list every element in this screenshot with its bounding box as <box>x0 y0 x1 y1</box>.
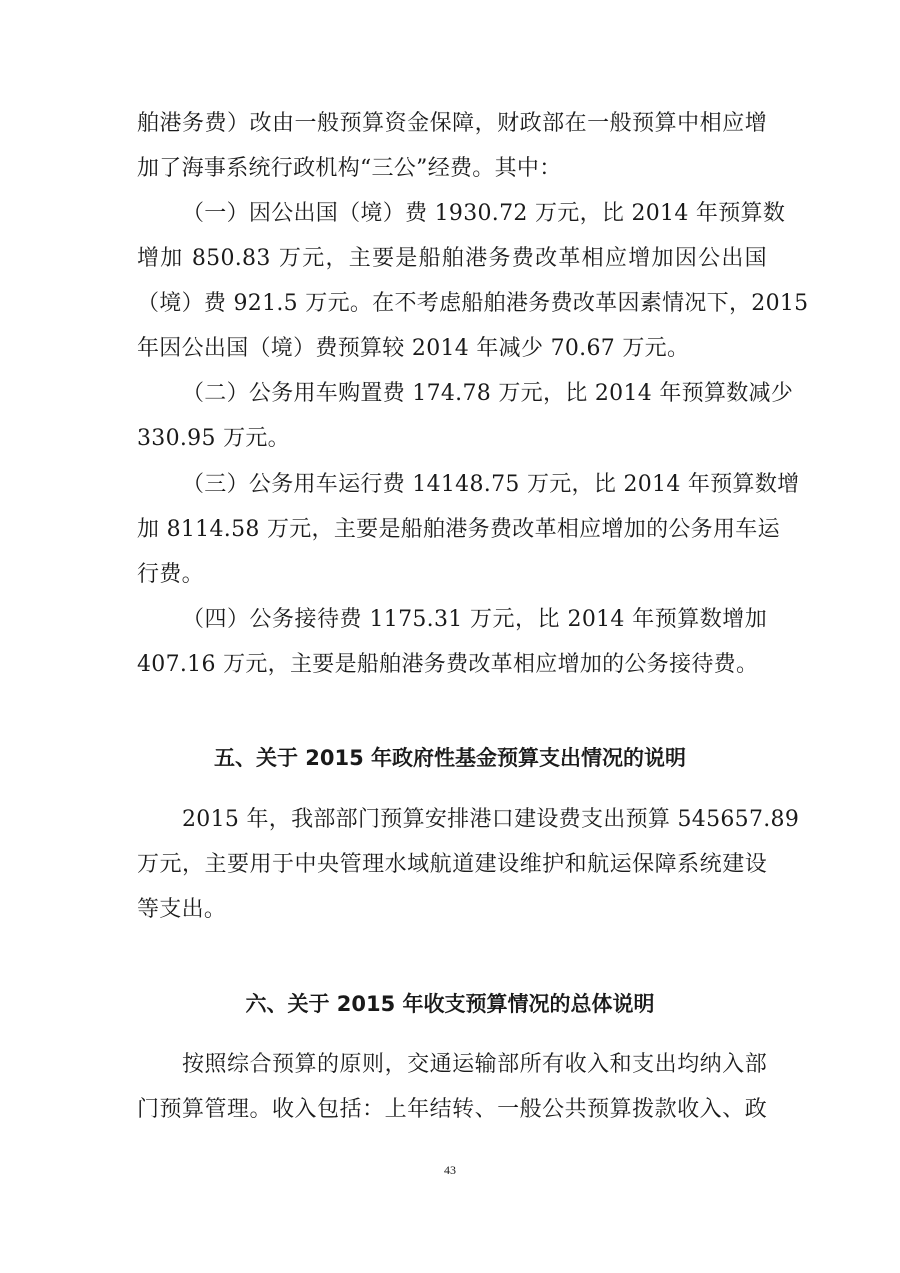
page-number: 43 <box>444 1163 456 1177</box>
section-six-line: 门预算管理。收入包括：上年结转、一般公共预算拨款收入、政 <box>137 1097 767 1122</box>
section-five-heading: 五、关于 2015 年政府性基金预算支出情况的说明 <box>213 746 687 770</box>
item-one-line: （一）因公出国（境）费 1930.72 万元，比 2014 年预算数 <box>182 201 786 226</box>
item-two-line: 330.95 万元。 <box>137 426 290 451</box>
section-five-line: 2015 年，我部部门预算安排港口建设费支出预算 545657.89 <box>182 807 800 832</box>
paragraph-line: 加了海事系统行政机构“三公”经费。其中： <box>137 156 562 181</box>
item-one-line: 增加 850.83 万元，主要是船舶港务费改革相应增加因公出国 <box>137 246 767 271</box>
item-two-line: （二）公务用车购置费 174.78 万元，比 2014 年预算数减少 <box>182 381 794 406</box>
section-five-line: 等支出。 <box>137 897 227 922</box>
item-four-line: 407.16 万元，主要是船舶港务费改革相应增加的公务接待费。 <box>137 652 759 677</box>
item-one-line: 年因公出国（境）费预算较 2014 年减少 70.67 万元。 <box>137 336 690 361</box>
item-three-line: 加 8114.58 万元，主要是船舶港务费改革相应增加的公务用车运 <box>137 517 780 542</box>
section-six-heading: 六、关于 2015 年收支预算情况的总体说明 <box>245 992 655 1016</box>
item-four-line: （四）公务接待费 1175.31 万元，比 2014 年预算数增加 <box>182 607 767 632</box>
section-five-line: 万元，主要用于中央管理水域航道建设维护和航运保障系统建设 <box>137 852 767 877</box>
paragraph-line: 舶港务费）改由一般预算资金保障，财政部在一般预算中相应增 <box>137 111 767 136</box>
section-six-line: 按照综合预算的原则，交通运输部所有收入和支出均纳入部 <box>182 1052 767 1077</box>
item-three-line: （三）公务用车运行费 14148.75 万元，比 2014 年预算数增 <box>182 472 800 497</box>
item-three-line: 行费。 <box>137 562 204 587</box>
item-one-line: （境）费 921.5 万元。在不考虑船舶港务费改革因素情况下，2015 <box>137 291 809 316</box>
